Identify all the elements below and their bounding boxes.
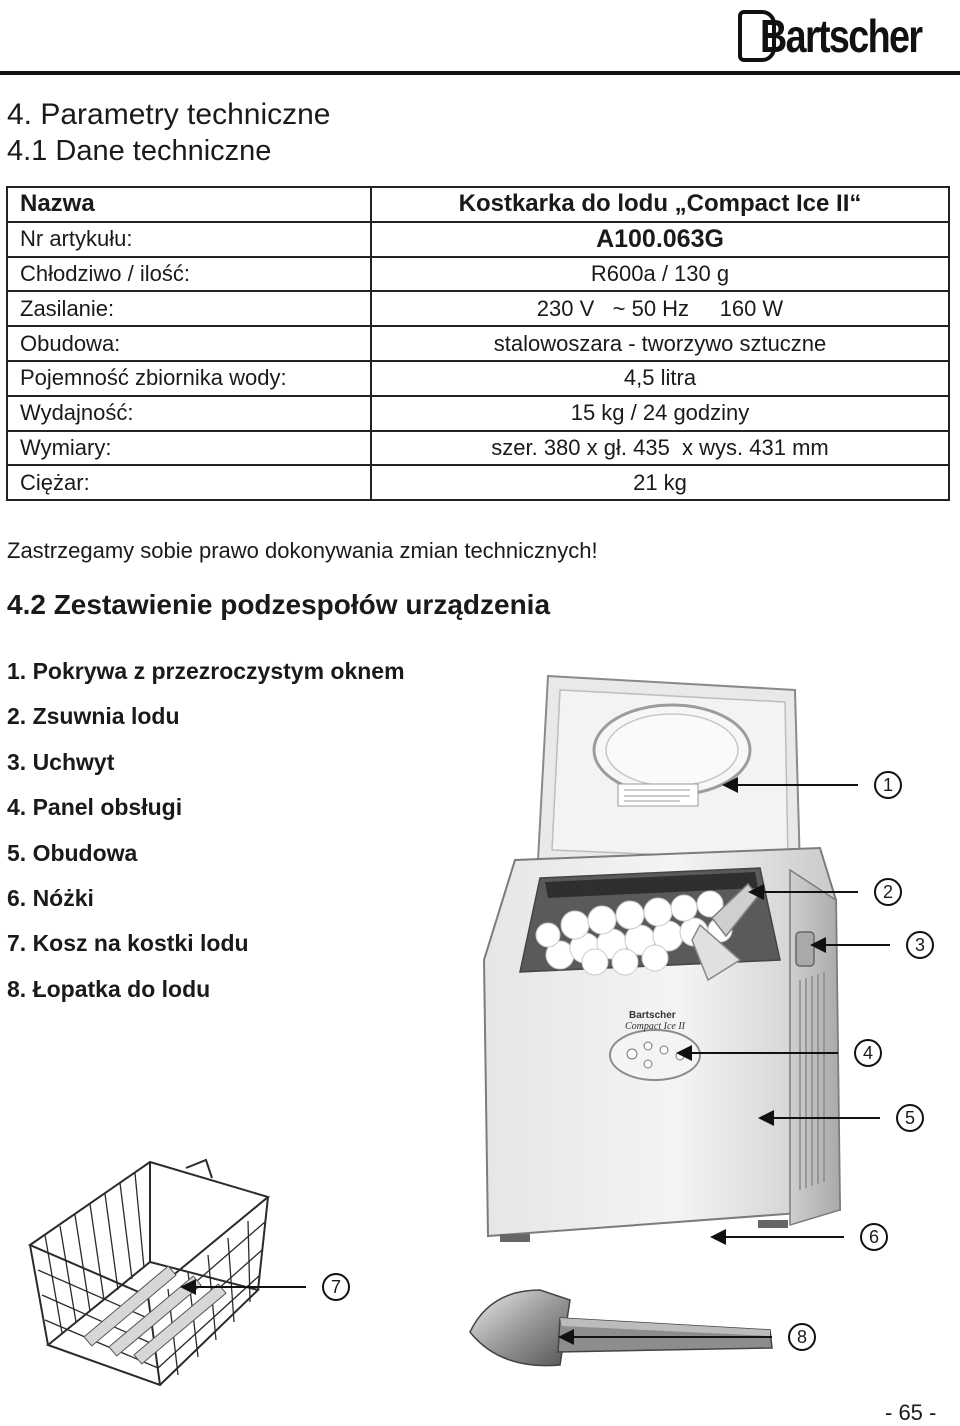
spec-label: Wydajność: xyxy=(7,396,371,431)
callout-number: 2 xyxy=(874,878,902,906)
part-item: 1. Pokrywa z przezroczystym oknem xyxy=(7,658,405,684)
callout-arrow xyxy=(750,891,858,893)
spec-label: Ciężar: xyxy=(7,465,371,500)
logo-text: Bartscher xyxy=(760,10,922,62)
callout-7 xyxy=(182,1273,350,1301)
spec-value: 4,5 litra xyxy=(371,361,949,396)
spec-value: R600a / 130 g xyxy=(371,257,949,292)
callout-arrow xyxy=(678,1052,838,1054)
callout-4 xyxy=(678,1039,882,1067)
device-model-label: Compact Ice II xyxy=(625,1021,685,1032)
technical-changes-note: Zastrzegamy sobie prawo dokonywania zmian technicznych! xyxy=(7,538,598,563)
callout-number: 1 xyxy=(874,771,902,799)
callout-5 xyxy=(760,1104,924,1132)
spec-label: Obudowa: xyxy=(7,326,371,361)
spec-value: 230 V ~ 50 Hz 160 W xyxy=(371,291,949,326)
part-item: 8. Łopatka do lodu xyxy=(7,975,211,1002)
callout-number: 6 xyxy=(860,1223,888,1251)
spec-value: 21 kg xyxy=(371,465,949,500)
callout-number: 8 xyxy=(788,1323,816,1351)
subsection-components: 4.2 Zestawienie podzespołów urządzenia xyxy=(7,589,551,620)
part-item: 5. Obudowa xyxy=(7,839,138,866)
spec-label: Wymiary: xyxy=(7,431,371,466)
device-brand-label: Bartscher xyxy=(629,1010,676,1021)
spec-label: Pojemność zbiornika wody: xyxy=(7,361,371,396)
callout-arrow xyxy=(760,1117,880,1119)
callout-number: 7 xyxy=(322,1273,350,1301)
callout-number: 4 xyxy=(854,1039,882,1067)
callout-2 xyxy=(750,878,902,906)
part-item: 3. Uchwyt xyxy=(7,748,115,775)
foot xyxy=(500,1234,530,1242)
spec-label: Zasilanie: xyxy=(7,291,371,326)
callout-arrow xyxy=(724,784,858,786)
part-item: 7. Kosz na kostki lodu xyxy=(7,930,249,957)
section-title: 4. Parametry techniczne xyxy=(7,98,331,131)
spec-label: Nazwa xyxy=(7,187,371,222)
spec-label: Nr artykułu: xyxy=(7,222,371,257)
callout-8 xyxy=(560,1323,816,1351)
subsection-technical-data: 4.1 Dane techniczne xyxy=(7,135,272,167)
callout-1 xyxy=(724,771,902,799)
page-number: - 65 - xyxy=(885,1400,937,1425)
spec-value: A100.063G xyxy=(371,222,949,257)
part-item: 2. Zsuwnia lodu xyxy=(7,703,180,730)
callout-number: 3 xyxy=(906,931,934,959)
callout-arrow xyxy=(712,1236,844,1238)
spec-value: stalowoszara - tworzywo sztuczne xyxy=(371,326,949,361)
callout-6 xyxy=(712,1223,888,1251)
callout-arrow xyxy=(182,1286,306,1288)
callout-3 xyxy=(812,931,934,959)
part-item: 4. Panel obsługi xyxy=(7,794,183,821)
spec-value: 15 kg / 24 godziny xyxy=(371,396,949,431)
callout-arrow xyxy=(560,1336,772,1338)
callout-number: 5 xyxy=(896,1104,924,1132)
spec-label: Chłodziwo / ilość: xyxy=(7,257,371,292)
callout-arrow xyxy=(812,944,890,946)
spec-value: Kostkarka do lodu „Compact Ice II“ xyxy=(371,187,949,222)
part-item: 6. Nóżki xyxy=(7,884,94,911)
spec-value: szer. 380 x gł. 435 x wys. 431 mm xyxy=(371,431,949,466)
